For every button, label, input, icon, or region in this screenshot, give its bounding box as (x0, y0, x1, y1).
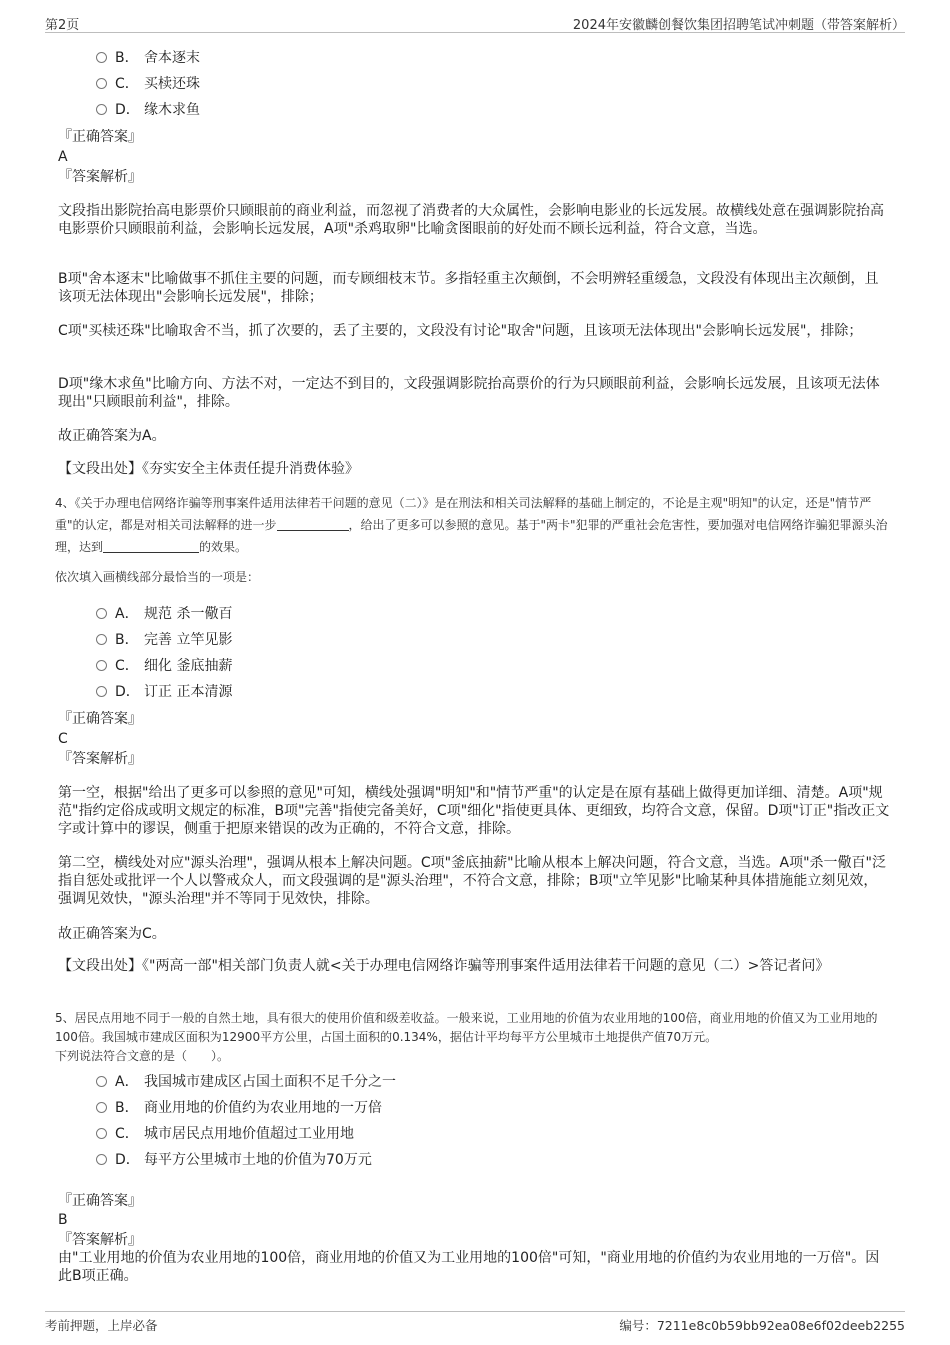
analysis-paragraph: C项"买椟还珠"比喻取舍不当，抓了次要的，丢了主要的，文段没有讨论"取舍"问题，且该项无法体现出"会影响长远发展"，排除； (58, 323, 863, 339)
analysis-paragraph: 由"工业用地的价值为农业用地的100倍，商业用地的价值又为工业用地的100倍"可知，"商业用地的价值约为农业用地的一万倍"。因此B项正确。 (58, 1250, 880, 1284)
radio-icon[interactable] (96, 608, 107, 619)
answer-label: 『正确答案』 (58, 129, 142, 145)
page-footer (45, 1311, 905, 1336)
q4-option-d[interactable]: D． 订正 正本清源 (96, 683, 232, 701)
question-5-stem: 5、居民点用地不同于一般的自然土地，具有很大的使用价值和级差收益。一般来说，工业用地的价值为农业用地的100倍，商业用地的价值又为工业用地的100倍。我国城市建成区面积为12900平方公里，占国土面积的0.134%，据估计平均每平方公里城市土地提供产值70万元。 (55, 1011, 878, 1044)
fill-blank (277, 516, 349, 531)
radio-icon[interactable] (96, 1102, 107, 1113)
q5-option-d[interactable]: D． 每平方公里城市土地的价值为70万元 (96, 1151, 372, 1169)
page-header (45, 12, 905, 33)
analysis-label: 『答案解析』 (58, 1232, 142, 1248)
answer-label: 『正确答案』 (58, 711, 142, 727)
question-4-prompt: 依次填入画横线部分最恰当的一项是： (55, 570, 260, 584)
radio-icon[interactable] (96, 1076, 107, 1087)
analysis-paragraph: 第一空，根据"给出了更多可以参照的意见"可知，横线处强调"明知"和"情节严重"的认定是在原有基础上做得更加详细、清楚。A项"规范"指约定俗成或明文规定的标准，B项"完善"指使完备美好，C项"细化"指使更具体、更细致，均符合文意，保留。D项"订正"指改正文字或计算中的谬误，侧重于把原来错误的改为正确的，不符合文意，排除。 (58, 785, 890, 837)
analysis-paragraph: B项"舍本逐末"比喻做事不抓住主要的问题，而专顾细枝末节。多指轻重主次颠倒，不会明辨轻重缓急，文段没有体现出主次颠倒，且该项无法体现出"会影响长远发展"，排除； (58, 271, 879, 305)
radio-icon[interactable] (96, 104, 107, 115)
source-citation: 【文段出处】《夯实安全主体责任提升消费体验》 (58, 461, 359, 477)
q3-option-b[interactable]: B． 舍本逐末 (96, 49, 200, 67)
analysis-conclusion: 故正确答案为C。 (58, 926, 166, 942)
footer-slogan: 考前押题，上岸必备 (45, 1318, 158, 1333)
analysis-paragraph: D项"缘木求鱼"比喻方向、方法不对，一定达不到目的，文段强调影院抬高票价的行为只顾眼前利益，会影响长远发展，且该项无法体现出"只顾眼前利益"，排除。 (58, 376, 880, 410)
answer-value: C (58, 731, 68, 747)
q5-option-c[interactable]: C． 城市居民点用地价值超过工业用地 (96, 1125, 354, 1143)
q4-option-b[interactable]: B． 完善 立竿见影 (96, 631, 232, 649)
analysis-label: 『答案解析』 (58, 169, 142, 185)
analysis-label: 『答案解析』 (58, 751, 142, 767)
analysis-paragraph: 第二空，横线处对应"源头治理"，强调从根本上解决问题。C项"釜底抽薪"比喻从根本上解决问题，符合文意，当选。A项"杀一儆百"泛指自惩处或批评一个人以警戒众人，而文段强调的是"源头治理"，不符合文意，排除；B项"立竿见影"比喻某种具体措施能立刻见效，强调见效快，"源头治理"并不等同于见效快，排除。 (58, 855, 886, 907)
radio-icon[interactable] (96, 1128, 107, 1139)
page-number: 第2页 (45, 18, 80, 33)
analysis-conclusion: 故正确答案为A。 (58, 428, 166, 444)
question-4-stem: 4、《关于办理电信网络诈骗等刑事案件适用法律若干问题的意见（二）》是在刑法和相关司法解释的基础上制定的，不论是主观"明知"的认定，还是"情节严重"的认定，都是对相关司法解释的进一步 ，给出了更多可以参照的意见。基于"两卡"犯罪的严重社会危害性，要加强对电信网络诈骗犯罪源头治理，达到 的效果。 (55, 496, 888, 554)
answer-value: B (58, 1212, 68, 1228)
radio-icon[interactable] (96, 634, 107, 645)
document-title: 2024年安徽麟创餐饮集团招聘笔试冲刺题（带答案解析） (572, 18, 905, 33)
q5-option-a[interactable]: A． 我国城市建成区占国土面积不足千分之一 (96, 1073, 396, 1091)
document-code: 编号：7211e8c0b59bb92ea08e6f02deeb2255 (619, 1318, 905, 1333)
radio-icon[interactable] (96, 1154, 107, 1165)
answer-label: 『正确答案』 (58, 1193, 142, 1209)
radio-icon[interactable] (96, 78, 107, 89)
answer-value: A (58, 149, 68, 165)
q3-option-c[interactable]: C． 买椟还珠 (96, 75, 200, 93)
question-5-prompt: 下列说法符合文意的是（ ）。 (55, 1049, 230, 1063)
q4-option-a[interactable]: A． 规范 杀一儆百 (96, 605, 232, 623)
radio-icon[interactable] (96, 52, 107, 63)
fill-blank (103, 538, 199, 553)
radio-icon[interactable] (96, 686, 107, 697)
radio-icon[interactable] (96, 660, 107, 671)
q3-option-d[interactable]: D． 缘木求鱼 (96, 101, 200, 119)
q5-option-b[interactable]: B． 商业用地的价值约为农业用地的一万倍 (96, 1099, 382, 1117)
source-citation: 【文段出处】《"两高一部"相关部门负责人就<关于办理电信网络诈骗等刑事案件适用法律若干问题的意见（二）>答记者问》 (58, 958, 830, 974)
analysis-paragraph: 文段指出影院抬高电影票价只顾眼前的商业利益，而忽视了消费者的大众属性，会影响电影业的长远发展。故横线处意在强调影院抬高电影票价只顾眼前利益，会影响长远发展，A项"杀鸡取卵"比喻贪图眼前的好处而不顾长远利益，符合文意，当选。 (58, 203, 884, 237)
q4-option-c[interactable]: C． 细化 釜底抽薪 (96, 657, 232, 675)
